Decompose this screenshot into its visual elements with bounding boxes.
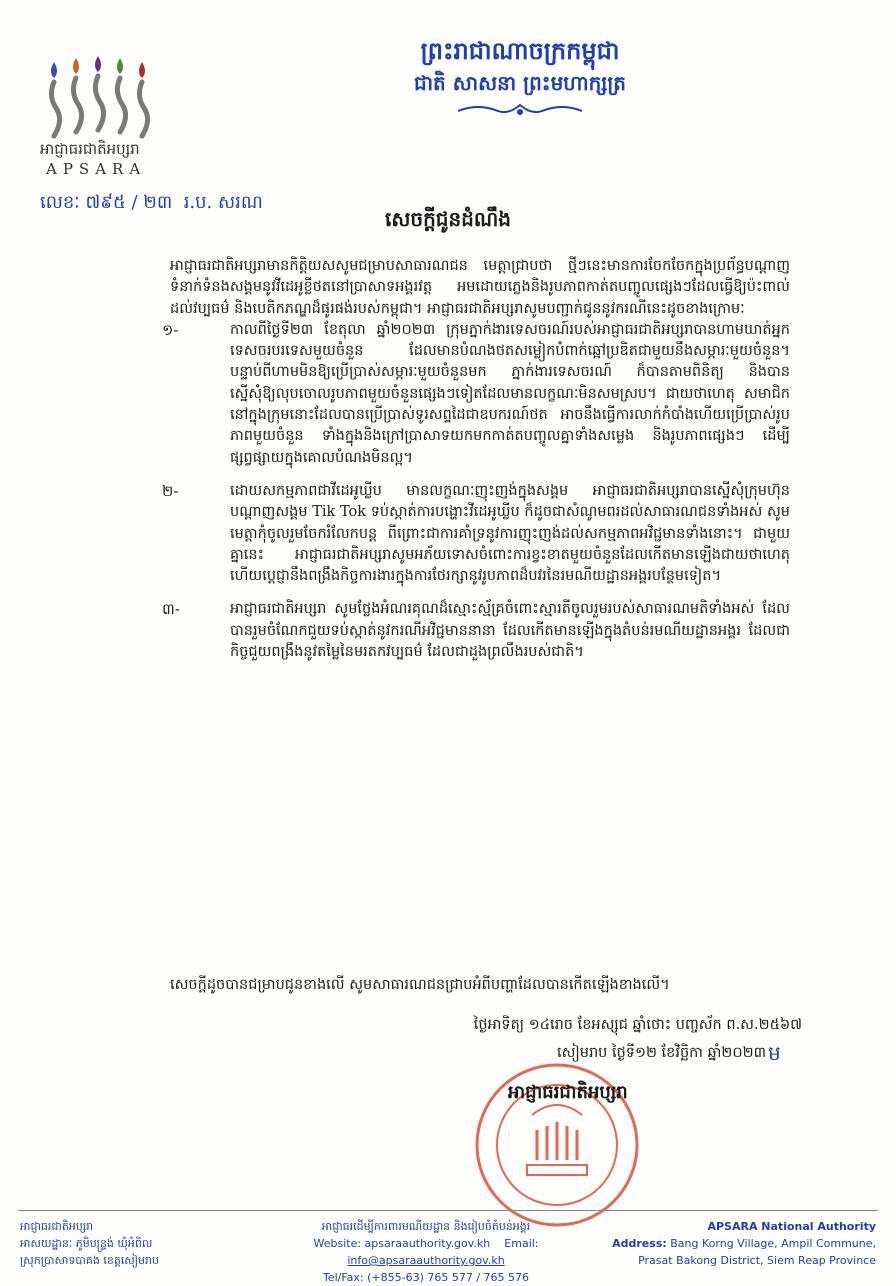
footer-address-en-1: Bang Korng Village, Ampil Commune, xyxy=(670,1237,876,1250)
item-number: ៣- xyxy=(162,600,180,619)
footer-org-en: APSARA National Authority xyxy=(707,1220,876,1233)
kingdom-heading: ព្រះរាជាណាចក្រកម្ពុជា xyxy=(420,36,620,65)
handwritten-initial: ម xyxy=(768,1041,781,1065)
footer-address-en-2: Prasat Bakong District, Siem Reap Province xyxy=(638,1254,876,1267)
telfax-value: (+855-63) 765 577 / 765 576 xyxy=(367,1271,530,1284)
email-label: Email: xyxy=(504,1237,539,1250)
intro-paragraph: អាជ្ញាធរជាតិអប្សរាមានកិត្តិយសសូមជម្រាបសាធារណជន មេត្តាជ្រាបថា ថ្មីៗនេះមានការចែកចែកក្នុងប្រព័ន្ធបណ្តាញទំនាក់ទំនងសង្គមនូវវីដេអូខ្លីថតនៅប្រាសាទអង្គរវត្ត អមដោយភ្លេងនិងរូបភាពកាត់តបញ្ចូលផ្សេងៗដែលធ្វើឱ្យប៉ះពាល់ដល់វប្បធម៌ និងបេតិកភណ្ឌដ៏ផូរផង់របស់កម្ពុជា។ អាជ្ញាធរជាតិអប្សរាសូមបញ្ជាក់ជូននូវករណីនេះដូចខាងក្រោមៈ xyxy=(170,258,790,317)
lunar-date: ថ្ងៃអាទិត្យ ១៤រោច ខែអស្សុជ ឆ្នាំថោះ បញ្ចស័ក ព.ស.២៥៦៧ xyxy=(473,1017,802,1033)
item-text: អាជ្ញាធរជាតិអប្សរា សូមថ្លែងអំណរគុណដ៏ស្មោះស្ម័គ្រចំពោះស្មារតីចូលរួមរបស់សាធារណមតិទាំងអស់ ដែលបានរួមចំណែកជួយទប់ស្កាត់នូវករណីអវិជ្ជមាននានា ដែលកើតមានឡើងក្នុងតំបន់រមណីយដ្ឋានអង្គរ ដែលជាកិច្ចជួយពង្រឹងនូវតម្លៃនៃមរតកវប្បធម៌ ដែលជាដួងព្រលឹងរបស់ជាតិ។ xyxy=(230,601,790,661)
national-motto: ជាតិ សាសនា ព្រះមហាក្សត្រ xyxy=(414,71,626,95)
telfax-label: Tel/Fax: xyxy=(322,1271,364,1284)
candle-strokes xyxy=(51,76,147,136)
list-item xyxy=(162,481,790,587)
item-text: កាលពីថ្ងៃទី២៣ ខែតុលា ឆ្នាំ២០២៣ ក្រុមភ្នាក់ងារទេសចរណ៍របស់អាជ្ញាធរជាតិអប្សរាបានហាមឃាត់អ្នកទេសចរបរទេសមួយចំនួន ដែលមានបំណងថតសម្លៀកបំពាក់ឆ្អៅប្រឌិតជាមួយនឹងសម្ភារៈមួយចំនួន។ បន្ទាប់ពីហាមមិនឱ្យប្រើប្រាស់សម្ភារៈមួយចំនួនមក ភ្នាក់ងារទេសចរណ៍ ក៏បានតាមពិនិត្យ និងបានស្នើសុំឱ្យលុបចោលរូបភាពមួយចំនួនផ្សេងៗទៀតដែលមានលក្ខណៈមិនសមស្រប។ ជាយថាហេតុ សមាជិកនៅក្នុងក្រុមនោះដែលបានប្រើប្រាស់ទូរសព្ទដៃជាឧបករណ៍ថត អាចនឹងធ្វើការលាក់កំបាំងហើយប្រើប្រាស់រូបភាពមួយចំនួន ទាំងក្នុងនិងក្រៅប្រាសាទយកមកកាត់តបញ្ចូលគ្នាទាំងសម្លេង និងរូបភាពផ្សេងៗ ដើម្បីផ្សព្វផ្សាយក្នុងគោលបំណងមិនល្អ។ xyxy=(230,321,790,466)
reference-number: លេខៈ ៧៩៥ / ២៣ ​ រ.ប. សរណ xyxy=(40,192,263,213)
place-and-date: សៀមរាប ថ្ងៃទី១២ ខែវិច្ឆិកា ឆ្នាំ២០២៣ xyxy=(557,1045,766,1061)
footer-address-km-2: ស្រុកប្រាសាទបាគង ខេត្តសៀមរាប xyxy=(20,1254,160,1267)
footer-contact xyxy=(246,1218,606,1286)
address-label: Address: xyxy=(612,1237,667,1250)
item-number: ១- xyxy=(162,320,179,339)
footer-address-km-1: អាសយដ្ឋានៈ ភូមិបន្ទ្រង់ ឃុំអំពិល xyxy=(20,1237,153,1250)
item-number: ២- xyxy=(162,481,179,500)
list-item xyxy=(162,599,790,663)
website-link[interactable]: apsaraauthority.gov.kh xyxy=(364,1237,491,1250)
logo-khmer-text: អាជ្ញាធរជាតិអប្សរា xyxy=(40,140,140,158)
footer-right-address xyxy=(612,1218,876,1269)
item-text: ដោយសកម្មភាពជាវីដេអូឃ្លីប មានលក្ខណៈញុះញង់ក្នុងសង្គម អាជ្ញាធរជាតិអប្សរាបានស្នើសុំក្រុមហ៊ុនបណ្តាញសង្គម Tik Tok ទប់ស្កាត់ការបង្ហោះវីដេអូឃ្លីប ក៏ដូចជាសំណូមពរដល់សាធារណជនទាំងអស់ សូមមេត្តាកុំចូលរួមចែករំលែកបន្ត ពីព្រោះជាការគាំទ្រនូវការញុះញង់ដល់សកម្មភាពអវិជ្ជមានទាំងនោះ។ ជាមួយគ្នានេះ អាជ្ញាធរជាតិអប្សរាសូមអភ័យទោសចំពោះការខ្វះខាតមួយចំនួនដែលកើតមានឡើងជាយថាហេតុ ហើយប្តេជ្ញានឹងពង្រឹងកិច្ចការងារក្នុងការថែរក្សានូវរូបភាពដ៏បវរនៃរមណីយដ្ឋានអង្គរបន្ថែមទៀត។ xyxy=(230,482,790,585)
document-title: សេចក្តីជូនដំណឹង xyxy=(385,207,511,231)
footer-authority-km: អាជ្ញាធរដើម្បីការពារមណីយដ្ឋាន និងរៀបចំតំបន់អង្គរ xyxy=(321,1220,531,1233)
list-item xyxy=(162,320,790,469)
ornament-divider-icon xyxy=(454,100,586,122)
signatory-name: អាជ្ញាធរជាតិអប្សរា xyxy=(508,1082,628,1103)
notice-body xyxy=(162,256,790,663)
email-link[interactable]: info@apsaraauthority.gov.kh xyxy=(347,1254,505,1267)
footer-org-km: អាជ្ញាធរជាតិអប្សរា xyxy=(20,1220,94,1233)
logo-english-text: APSARA xyxy=(46,160,147,178)
closing-paragraph: សេចក្តីដូចបានជម្រាបជូនខាងលើ សូមសាធារណជនជ្រាបអំពីបញ្ហាដែលបានកើតឡើងខាងលើ។ xyxy=(170,977,670,993)
footer-left-address xyxy=(20,1218,250,1269)
website-label: Website: xyxy=(313,1237,362,1250)
footer-divider xyxy=(18,1210,878,1211)
